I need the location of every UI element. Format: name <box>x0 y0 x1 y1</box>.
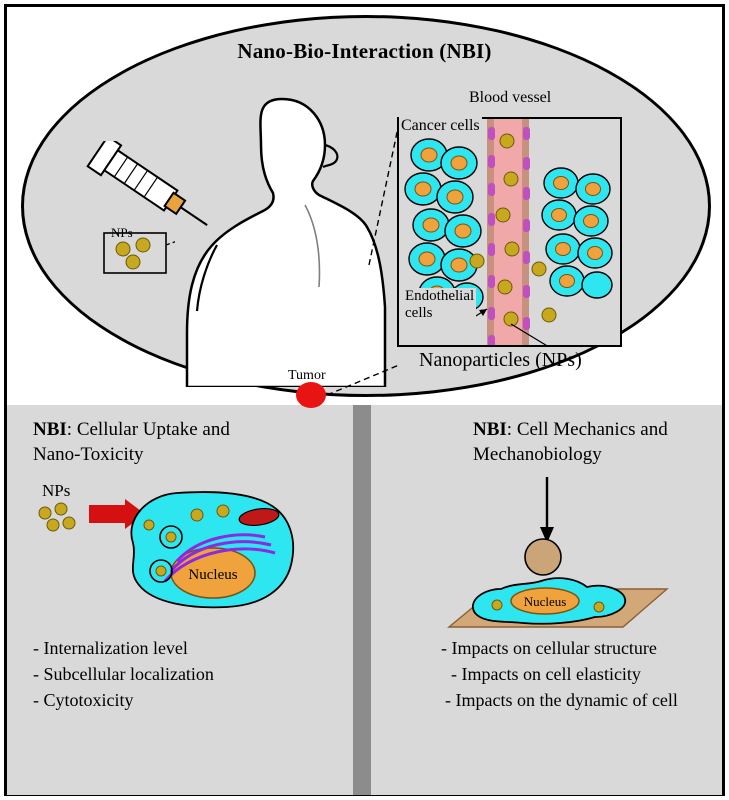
nps-label-body: NPs <box>111 225 133 240</box>
left-title-bold: NBI <box>33 419 67 440</box>
right-title-bold: NBI <box>473 419 507 440</box>
right-cell-illustration <box>427 531 677 641</box>
left-bullet-1: - Internalization level <box>33 638 188 658</box>
left-cell-illustration <box>115 485 305 615</box>
right-title-rest: : Cell Mechanics and <box>506 419 668 440</box>
nps-label-left-panel: NPs <box>42 481 71 500</box>
endothelial-cells-label <box>403 288 476 322</box>
left-panel-bullets <box>33 635 214 713</box>
page-title: Nano-Bio-Interaction (NBI) <box>237 39 492 63</box>
right-nucleus-label: Nucleus <box>523 594 567 609</box>
right-panel-bullets <box>441 635 678 713</box>
left-title-line2: Nano-Toxicity <box>33 444 144 465</box>
right-title-line2: Mechanobiology <box>473 444 602 465</box>
endothelial-label-line1: Endothelial <box>405 288 475 304</box>
nanoparticles-label: Nanoparticles (NPs) <box>419 349 582 371</box>
tumor-label: Tumor <box>288 368 326 383</box>
figure-frame <box>4 4 725 796</box>
left-panel-title <box>33 417 333 467</box>
left-nucleus-label: Nucleus <box>188 567 238 583</box>
cancer-cells-label: Cancer cells <box>401 117 480 134</box>
blood-vessel-label: Blood vessel <box>469 89 552 106</box>
right-panel-title <box>473 417 723 467</box>
left-bullet-3: - Cytotoxicity <box>33 690 134 710</box>
right-bullet-2: - Impacts on cell elasticity <box>451 664 641 684</box>
right-bullet-3: - Impacts on the dynamic of cell <box>445 690 678 710</box>
panel-divider <box>353 405 371 795</box>
endothelial-label-line2: cells <box>405 305 433 321</box>
right-bullet-1: - Impacts on cellular structure <box>441 638 657 658</box>
left-bullet-2: - Subcellular localization <box>33 664 214 684</box>
left-title-rest: : Cellular Uptake and <box>66 419 230 440</box>
